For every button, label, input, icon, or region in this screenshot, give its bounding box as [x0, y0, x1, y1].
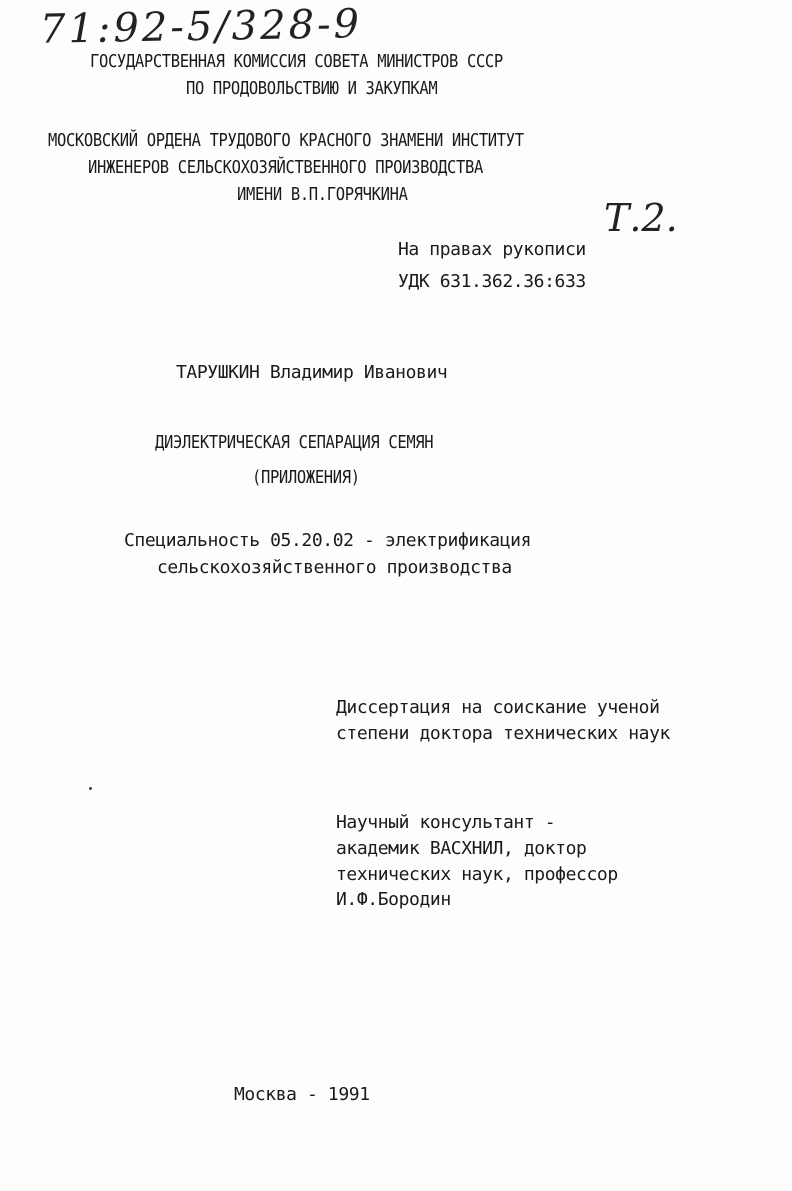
institute-line-3: ИМЕНИ В.П.ГОРЯЧКИНА — [237, 184, 408, 205]
dissertation-line-1: Диссертация на соискание ученой — [336, 697, 660, 718]
institute-line-1: МОСКОВСКИЙ ОРДЕНА ТРУДОВОГО КРАСНОГО ЗНАМЕНИ ИНСТИТУТ — [48, 130, 524, 151]
specialty-line-1: Специальность 05.20.02 - электрификация — [124, 530, 532, 551]
udc-code: УДК 631.362.36:633 — [398, 271, 586, 292]
dissertation-line-2: степени доктора технических наук — [336, 723, 670, 744]
handwritten-volume-mark: Т.2. — [604, 196, 678, 240]
consultant-line-2: академик ВАСХНИЛ, доктор — [336, 838, 587, 859]
handwritten-registry-number: 71:92-5/328-9 — [39, 1, 363, 53]
thesis-title: ДИЭЛЕКТРИЧЕСКАЯ СЕПАРАЦИЯ СЕМЯН — [155, 432, 434, 453]
consultant-line-4: И.Ф.Бородин — [336, 889, 451, 910]
consultant-line-3: технических наук, профессор — [336, 864, 618, 885]
consultant-line-1: Научный консультант - — [336, 812, 556, 833]
author-name: ТАРУШКИН Владимир Иванович — [176, 362, 448, 383]
ministry-line-1: ГОСУДАРСТВЕННАЯ КОМИССИЯ СОВЕТА МИНИСТРОВ СССР — [90, 51, 503, 72]
paper-speck — [89, 787, 92, 790]
specialty-line-2: сельскохозяйственного производства — [157, 557, 512, 578]
institute-line-2: ИНЖЕНЕРОВ СЕЛЬСКОХОЗЯЙСТВЕННОГО ПРОИЗВОДСТВА — [88, 157, 483, 178]
manuscript-rights: На правах рукописи — [398, 239, 586, 260]
ministry-line-2: ПО ПРОДОВОЛЬСТВИЮ И ЗАКУПКАМ — [186, 78, 438, 99]
city-year: Москва - 1991 — [234, 1084, 370, 1105]
thesis-subtitle: (ПРИЛОЖЕНИЯ) — [252, 467, 360, 488]
